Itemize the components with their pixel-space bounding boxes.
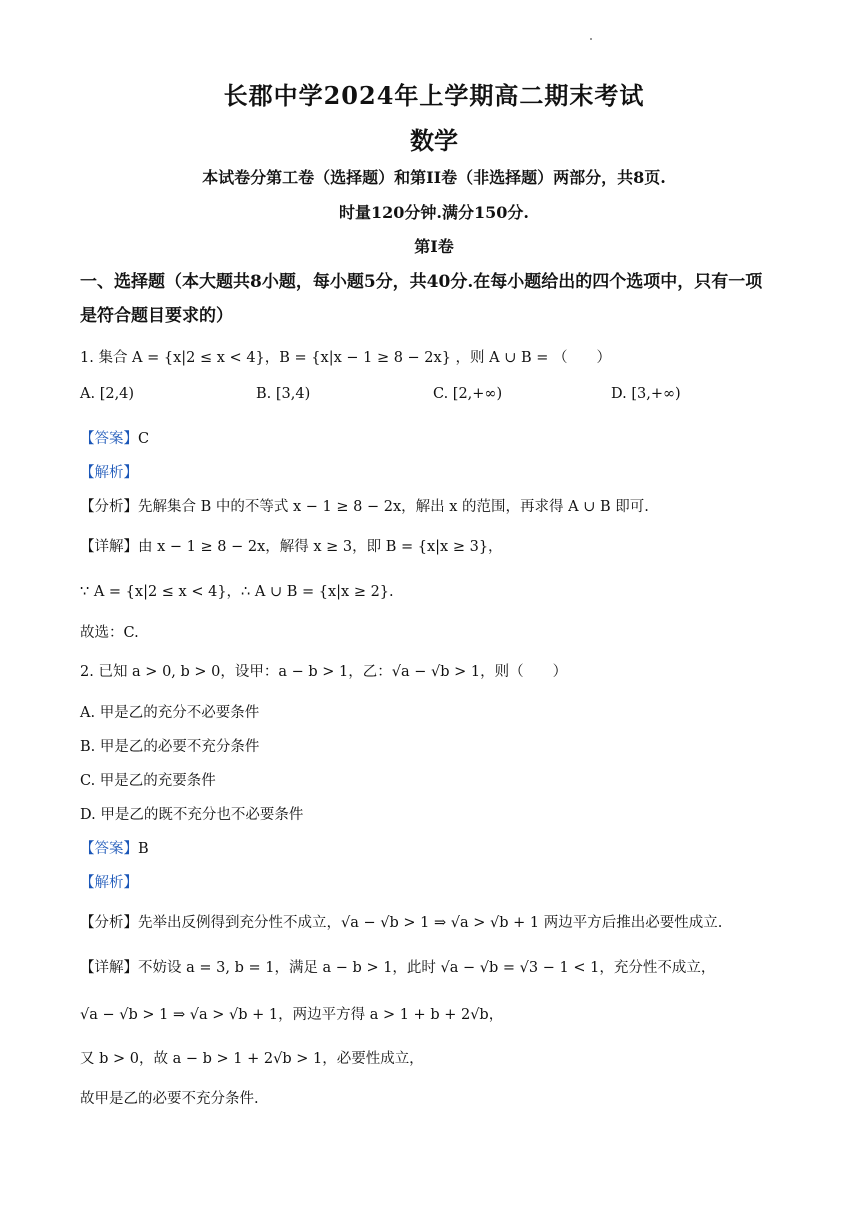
- exam-title: 长郡中学2024年上学期高二期末考试: [223, 81, 645, 110]
- q2-fenxi-text: 先举出反例得到充分性不成立，√a − √b > 1 ⇒ √a > √b + 1 两边平方后推出必要性成立.: [138, 915, 723, 931]
- q2-fenxi-row: [80, 911, 722, 932]
- q1-option-d: D. [3,+∞): [611, 386, 681, 402]
- q2-xiangjie-text: 不妨设 a = 3, b = 1，满足 a − b > 1，此时 √a − √b = √3 − 1 < 1，充分性不成立，: [138, 960, 716, 976]
- q2-option-b: B. 甲是乙的必要不充分条件: [80, 739, 260, 755]
- volume-heading: 第I卷: [414, 237, 454, 256]
- q2-answer-tag: 【答案】: [80, 841, 138, 857]
- q1-analysis-tag: 【解析】: [80, 465, 138, 481]
- q2-xiangjie-line-3: 又 b > 0，故 a − b > 1 + 2√b > 1，必要性成立，: [80, 1051, 424, 1067]
- q2-answer-row: [80, 837, 149, 858]
- q2-xiangjie-tag: 【详解】: [80, 960, 138, 976]
- q1-fenxi-text: 先解集合 B 中的不等式 x − 1 ≥ 8 − 2x，解出 x 的范围，再求得 A ∪ B 即可.: [138, 499, 649, 515]
- scan-dot: [590, 38, 592, 40]
- q1-xiangjie-tag: 【详解】: [80, 539, 138, 555]
- q1-stem: 1. 集合 A = {x|2 ≤ x < 4}，B = {x|x − 1 ≥ 8 − 2x} ，则 A ∪ B = （ ）: [80, 350, 612, 366]
- q2-option-a: A. 甲是乙的充分不必要条件: [80, 705, 260, 721]
- q2-xiangjie-row: [80, 956, 715, 977]
- q1-fenxi-row: [80, 495, 649, 516]
- q2-stem: 2. 已知 a > 0, b > 0，设甲：a − b > 1，乙：√a − √b > 1，则（ ）: [80, 664, 568, 680]
- q1-xiangjie-text: 由 x − 1 ≥ 8 − 2x，解得 x ≥ 3，即 B = {x|x ≥ 3}，: [138, 539, 503, 555]
- q1-answer-value: C: [138, 431, 150, 447]
- intro-line-1: 本试卷分第工卷（选择题）和第II卷（非选择题）两部分，共8页.: [202, 168, 666, 187]
- q1-xiangjie-row: [80, 535, 503, 556]
- q1-fenxi-tag: 【分析】: [80, 499, 138, 515]
- q2-option-d: D. 甲是乙的既不充分也不必要条件: [80, 807, 304, 823]
- q2-answer-value: B: [138, 841, 149, 857]
- q1-conclusion: 故选：C.: [80, 625, 139, 641]
- subject-title: 数学: [410, 126, 458, 155]
- q2-xiangjie-line-2: √a − √b > 1 ⇒ √a > √b + 1，两边平方得 a > 1 + b + 2√b，: [80, 1007, 504, 1023]
- q1-option-a: A. [2,4): [80, 386, 135, 402]
- section-heading-line-1: 一、选择题（本大题共8小题，每小题5分，共40分.在每小题给出的四个选项中，只有一项: [80, 272, 763, 292]
- q1-answer-tag: 【答案】: [80, 431, 138, 447]
- q2-option-c: C. 甲是乙的充要条件: [80, 773, 216, 789]
- q1-option-b: B. [3,4): [256, 386, 311, 402]
- q2-analysis-tag: 【解析】: [80, 875, 138, 891]
- q1-answer-row: [80, 427, 149, 448]
- q2-conclusion: 故甲是乙的必要不充分条件.: [80, 1091, 259, 1107]
- q2-fenxi-tag: 【分析】: [80, 915, 138, 931]
- section-heading-line-2: 是符合题目要求的）: [80, 306, 233, 326]
- intro-line-2: 时量120分钟.满分150分.: [339, 203, 529, 222]
- q1-option-c: C. [2,+∞): [433, 386, 503, 402]
- q1-xiangjie-line-2: ∵ A = {x|2 ≤ x < 4}，∴ A ∪ B = {x|x ≥ 2}.: [80, 584, 394, 600]
